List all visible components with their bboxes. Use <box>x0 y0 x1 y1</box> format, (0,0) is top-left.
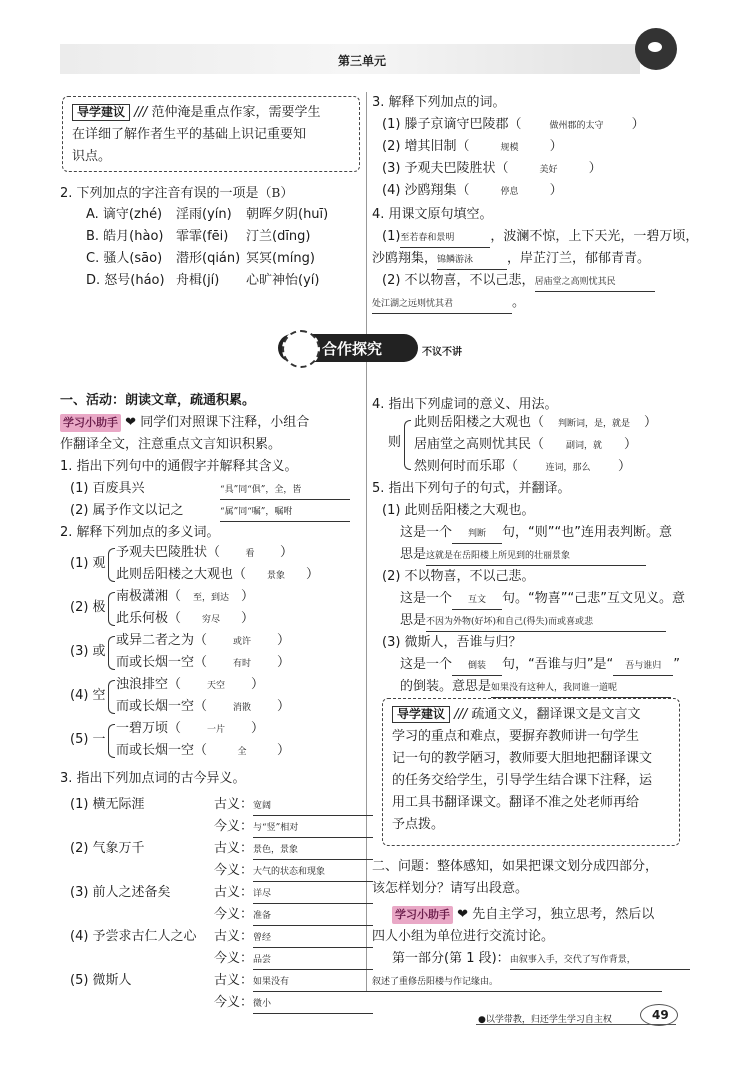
q2-row-c: C. 骚人(sāo) 潜形(qián) 冥冥(míng) <box>86 251 315 266</box>
helper1-text-0: 同学们对照课下注释，小组合 <box>140 415 310 430</box>
r-q4b-item-3: 然则何时而乐耶（ 连词，那么 ） <box>414 459 632 474</box>
s3-item-5-jin: 今义：微小 <box>214 994 373 1014</box>
banner-title: 合作探究 <box>322 340 383 358</box>
r-q5-2: (2) 不以物喜，不以己悲。 <box>382 569 535 584</box>
s2-g2-label: (2) 极 <box>70 600 106 615</box>
s2-g1-i1: 予观夫巴陵胜状（ 看 ） <box>116 545 294 560</box>
header-unit-title: 第三单元 <box>338 54 387 68</box>
part1-line-0: 第一部分(第 1 段)：由叙事入手，交代了写作背景， <box>392 950 690 970</box>
r-q3-title: 3. 解释下列加点的词。 <box>372 95 506 110</box>
r-q3-item-4: (4) 沙鸥翔集（ 停息 ） <box>382 183 563 198</box>
q2-row-d: D. 怒号(háo) 舟楫(jí) 心旷神怡(yí) <box>86 273 320 288</box>
q2-title-text: 2. 下列加点的字注音有误的一项是（ <box>60 186 272 201</box>
s2-g3-label: (3) 或 <box>70 644 106 659</box>
q2-row-a: A. 谪守(zhé) 淫雨(yín) 朝晖夕阴(huī) <box>86 207 329 222</box>
r-q4b-title: 4. 指出下列虚词的意义、用法。 <box>372 397 558 412</box>
tip2-line-5: 予点拨。 <box>392 817 445 832</box>
slash-icon: /// <box>134 105 148 120</box>
tip1-text-0: 范仲淹是重点作家，需要学生 <box>151 105 321 120</box>
brace-ze <box>404 420 411 470</box>
tip2-tag: 导学建议 <box>392 706 450 723</box>
tip1-tag: 导学建议 <box>72 104 130 121</box>
helper2-text-0: 先自主学习，独立思考，然后以 <box>472 907 655 922</box>
page-number-swirl-icon <box>640 1004 678 1026</box>
part1-line-1: 叙述了重修岳阳楼与作记缘由。 <box>372 972 662 992</box>
s3-item-3-gu: 古义：详尽 <box>214 884 373 904</box>
r-q4b-item-1: 此则岳阳楼之大观也（ 判断词，是，就是 ） <box>414 415 658 430</box>
heart-icon: ❤ <box>125 415 137 430</box>
s2-title: 2. 解释下列加点的多义词。 <box>60 525 220 540</box>
r-q4-line-1: (1)至若春和景明 ，波澜不惊，上下天光，一碧万顷， <box>382 228 698 248</box>
tip2-text-0: 疏通文义，翻译课文是文言文 <box>471 707 641 722</box>
r-q5-1b: 思是这就是在岳阳楼上所见到的壮丽景象 <box>400 546 646 566</box>
helper1-badge: 学习小助手 <box>60 414 121 432</box>
brace-1 <box>108 548 115 582</box>
footer-slogan <box>478 1012 612 1025</box>
tip2-line-2: 记一句的教学陋习，教师要大胆地把翻译课文 <box>392 751 653 766</box>
s3-item-5-gu: 古义：如果没有 <box>214 972 373 992</box>
brace-5 <box>108 724 115 758</box>
s3-item-1-q: (1) 横无际涯 <box>70 797 145 812</box>
r-q5-1a: 这是一个 判断 句，“则”“也”连用表判断。意 <box>400 524 672 544</box>
r-q4-line-2: 沙鸥翔集，锦鳞游泳 ，岸芷汀兰，郁郁青青。 <box>372 250 650 270</box>
tip2-line-1: 学习的重点和难点，要摒弃教师讲一句学生 <box>392 729 640 744</box>
s3-item-4-gu: 古义：曾经 <box>214 928 373 948</box>
s3-item-1-gu: 古义：宽阔 <box>214 796 373 816</box>
tip1-line-2: 识点。 <box>72 149 112 164</box>
tip2-line-0 <box>392 706 640 724</box>
r-q5-title: 5. 指出下列句子的句式，并翻译。 <box>372 481 571 496</box>
footer-slogan-text: 以学带教，归还学生学习自主权 <box>485 1015 612 1025</box>
mascot-face-icon <box>648 42 662 52</box>
brace-3 <box>108 636 115 670</box>
q2-close: ） <box>280 186 294 201</box>
r-q4b-item-2: 居庙堂之高则忧其民（ 副词，就 ） <box>414 437 638 452</box>
r-q5-3a: 这是一个 倒装 句，“吾谁与归”是“ 吾与谁归 ” <box>400 656 680 676</box>
r-q3-item-1: (1) 滕子京谪守巴陵郡（ 做州郡的太守 ） <box>382 117 645 132</box>
helper1-line-0 <box>60 414 309 432</box>
r-q5-1: (1) 此则岳阳楼之大观也。 <box>382 503 535 518</box>
s3-item-2-q: (2) 气象万千 <box>70 841 145 856</box>
helper2-line-1: 四人小组为单位进行交流讨论。 <box>372 929 555 944</box>
r-q5-2a: 这是一个 互文 句。“物喜”“己悲”互文见义。意 <box>400 590 685 610</box>
act2-line-1: 该怎样划分？请写出段意。 <box>372 881 529 896</box>
s3-item-4-jin: 今义：品尝 <box>214 950 373 970</box>
q2-title <box>60 184 293 203</box>
r-q4-line-3: (2) 不以物喜，不以己悲，居庙堂之高则忧其民 <box>382 272 655 292</box>
s1-item-1: (1) 百废具兴 “具”同“俱”，全，皆 <box>70 480 350 500</box>
s2-g5-i1: 一碧万顷（ 一片 ） <box>116 721 265 736</box>
banner-sub: 不议不讲 <box>422 347 462 358</box>
brace-4 <box>108 680 115 714</box>
s2-g4-i1: 浊浪排空（ 天空 ） <box>116 677 265 692</box>
q2-answer: B <box>271 186 281 200</box>
s3-item-2-gu: 古义：景色，景象 <box>214 840 373 860</box>
footer-dot-icon: ● <box>478 1015 486 1025</box>
q2-row-b: B. 皓月(hào) 霏霏(fēi) 汀兰(dīng) <box>86 229 311 244</box>
s3-item-3-jin: 今义：准备 <box>214 906 373 926</box>
brace-2 <box>108 592 115 626</box>
s2-g3-i2: 而或长烟一空（ 有时 ） <box>116 655 291 670</box>
helper1-line-1: 作翻译全文，注意重点文言知识积累。 <box>60 437 282 452</box>
s2-g3-i1: 或异二者之为（ 或许 ） <box>116 633 291 648</box>
helper2-line-0 <box>392 906 654 924</box>
slash-icon-2: /// <box>454 707 468 722</box>
s3-item-2-jin: 今义：大气的状态和现象 <box>214 862 373 882</box>
r-q5-3: (3) 微斯人，吾谁与归？ <box>382 635 522 650</box>
s1-item-2: (2) 属予作文以记之 “属”同“嘱”，嘱咐 <box>70 502 350 522</box>
r-q3-item-3: (3) 予观夫巴陵胜状（ 美好 ） <box>382 161 602 176</box>
s3-title: 3. 指出下列加点词的古今异义。 <box>60 771 246 786</box>
tip1-line-1: 在详细了解作者生平的基础上识记重要知 <box>72 127 307 142</box>
tip1-line-0 <box>72 104 320 122</box>
r-q5-2b: 思是不因为外物(好坏)和自己(得失)而或喜或悲 <box>400 612 666 632</box>
s2-g1-i2: 此则岳阳楼之大观也（ 景象 ） <box>116 567 320 582</box>
s1-title: 1. 指出下列句中的通假字并解释其含义。 <box>60 459 298 474</box>
page-number: 49 <box>652 1008 669 1022</box>
s3-item-4-q: (4) 予尝求古仁人之心 <box>70 929 197 944</box>
r-q4b-label: 则 <box>388 435 402 450</box>
s3-item-5-q: (5) 微斯人 <box>70 973 132 988</box>
heart-icon-2: ❤ <box>457 907 469 922</box>
tip2-line-4: 用工具书翻译课文。翻译不准之处老师再给 <box>392 795 640 810</box>
s2-g1-label: (1) 观 <box>70 556 106 571</box>
helper2-badge: 学习小助手 <box>392 906 453 924</box>
act2-line-0: 二、问题：整体感知，如果把课文划分成四部分， <box>372 859 659 874</box>
s2-g2-i2: 此乐何极（ 穷尽 ） <box>116 611 255 626</box>
s2-g5-i2: 而或长烟一空（ 全 ） <box>116 743 291 758</box>
s3-item-3-q: (3) 前人之述备矣 <box>70 885 171 900</box>
s2-g4-label: (4) 空 <box>70 688 106 703</box>
activity-1: 一、活动：朗读文章，疏通积累。 <box>60 393 256 408</box>
s2-g4-i2: 而或长烟一空（ 消散 ） <box>116 699 291 714</box>
s2-g5-label: (5) 一 <box>70 732 106 747</box>
r-q5-3b: 的倒装。意思是如果没有这种人，我同谁一道呢 <box>400 678 671 698</box>
s3-item-1-jin: 今义：与“竖”相对 <box>214 818 373 838</box>
banner-sun-icon <box>282 330 320 368</box>
r-q4-title: 4. 用课文原句填空。 <box>372 207 493 222</box>
r-q4-line-4: 处江湖之远则忧其君 。 <box>372 294 525 314</box>
r-q3-item-2: (2) 增其旧制（ 规模 ） <box>382 139 563 154</box>
tip2-line-3: 的任务交给学生，引导学生结合课下注释，运 <box>392 773 653 788</box>
s2-g2-i1: 南极潇湘（ 至，到达 ） <box>116 589 255 604</box>
